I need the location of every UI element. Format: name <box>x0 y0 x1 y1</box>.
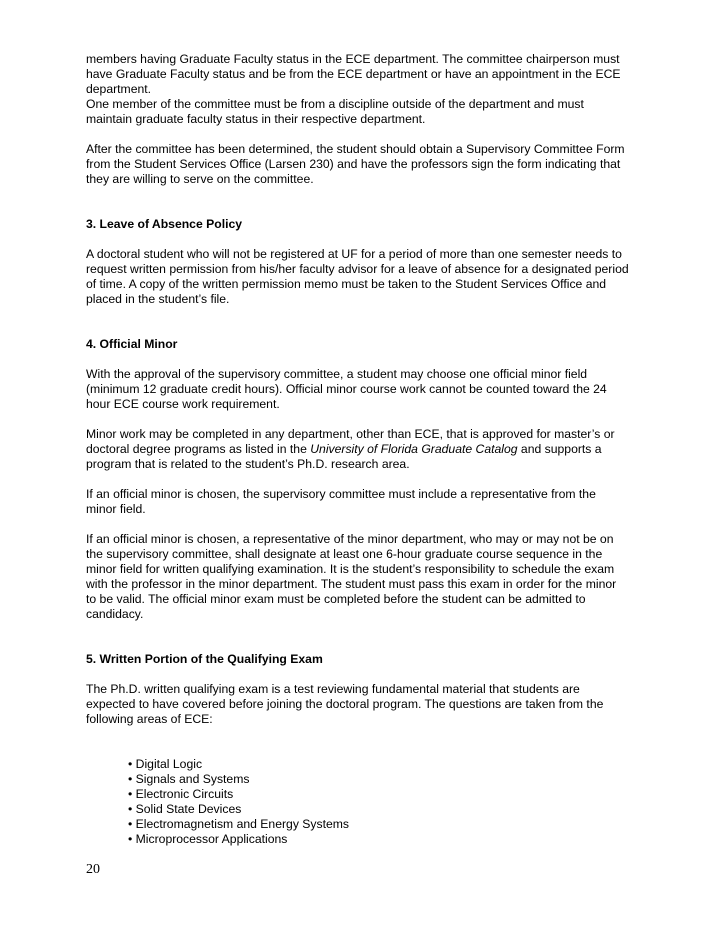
text-line: One member of the committee must be from a discipline outside of the department and must <box>86 97 584 111</box>
text-line: of time. A copy of the written permission memo must be taken to the Student Services Office and <box>86 277 607 291</box>
text-line: The Ph.D. written qualifying exam is a test reviewing fundamental material that students are <box>86 682 580 696</box>
text-line: to be valid. The official minor exam must be completed before the student can be admitted to <box>86 592 586 606</box>
text-line: following areas of ECE: <box>86 712 213 726</box>
text-line: minor field. <box>86 502 146 516</box>
section-heading-qualifying-exam: 5. Written Portion of the Qualifying Exam <box>86 652 323 666</box>
text-line: candidacy. <box>86 607 144 621</box>
list-item: • Solid State Devices <box>128 802 242 816</box>
text-line <box>86 442 686 457</box>
section-heading-official-minor: 4. Official Minor <box>86 337 178 351</box>
list-item: • Electromagnetism and Energy Systems <box>128 817 350 831</box>
text-line: have Graduate Faculty status and be from the ECE department or have an appointment in the ECE <box>86 67 621 81</box>
qualifying-exam-paragraph <box>86 682 686 727</box>
text-line: After the committee has been determined, the student should obtain a Supervisory Committee Form <box>86 142 625 156</box>
text-line: maintain graduate faculty status in their respective department. <box>86 112 426 126</box>
list-item: • Electronic Circuits <box>128 787 234 801</box>
text-line: A doctoral student who will not be registered at UF for a period of more than one semester needs to <box>86 247 622 261</box>
text-line: If an official minor is chosen, a representative of the minor department, who may or may not be on <box>86 532 614 546</box>
text-line: with the professor in the minor department. The student must pass this exam in order for the minor <box>86 577 617 591</box>
text-line: request written permission from his/her faculty advisor for a leave of absence for a designated period <box>86 262 629 276</box>
page-number: 20 <box>86 862 100 877</box>
section-heading-leave-of-absence: 3. Leave of Absence Policy <box>86 217 243 231</box>
text-line: members having Graduate Faculty status in the ECE department. The committee chairperson must <box>86 52 620 66</box>
leave-of-absence-paragraph <box>86 247 686 307</box>
list-item: • Microprocessor Applications <box>128 832 288 846</box>
exam-areas-list <box>86 757 686 847</box>
list-item: • Digital Logic <box>128 757 203 771</box>
text-line: With the approval of the supervisory committee, a student may choose one official minor field <box>86 367 588 381</box>
text-line: expected to have covered before joining the doctoral program. The questions are taken from the <box>86 697 604 711</box>
text-line: If an official minor is chosen, the supervisory committee must include a representative from the <box>86 487 596 501</box>
catalog-title: University of Florida Graduate Catalog <box>310 442 518 456</box>
text-segment: doctoral degree programs as listed in the <box>86 442 311 456</box>
text-line: department. <box>86 82 152 96</box>
text-line: they are willing to serve on the committee. <box>86 172 314 186</box>
text-line: (minimum 12 graduate credit hours). Official minor course work cannot be counted toward the 24 <box>86 382 607 396</box>
text-line: placed in the student’s file. <box>86 292 230 306</box>
minor-representative-paragraph <box>86 487 686 517</box>
text-line: hour ECE course work requirement. <box>86 397 280 411</box>
list-item: • Signals and Systems <box>128 772 250 786</box>
document-page <box>86 52 686 847</box>
minor-approval-paragraph <box>86 367 686 412</box>
minor-exam-paragraph <box>86 532 686 622</box>
text-line: minor field for written qualifying examination. It is the student’s responsibility to schedule the exam <box>86 562 615 576</box>
text-line: from the Student Services Office (Larsen 230) and have the professors sign the form indicating that <box>86 157 621 171</box>
committee-paragraph <box>86 52 686 127</box>
text-segment: and supports a <box>517 442 602 456</box>
text-line: the supervisory committee, shall designate at least one 6-hour graduate course sequence in the <box>86 547 603 561</box>
committee-form-paragraph <box>86 142 686 187</box>
text-line: program that is related to the student’s Ph.D. research area. <box>86 457 410 471</box>
text-line: Minor work may be completed in any department, other than ECE, that is approved for master’s or <box>86 427 615 441</box>
minor-department-paragraph <box>86 427 686 472</box>
